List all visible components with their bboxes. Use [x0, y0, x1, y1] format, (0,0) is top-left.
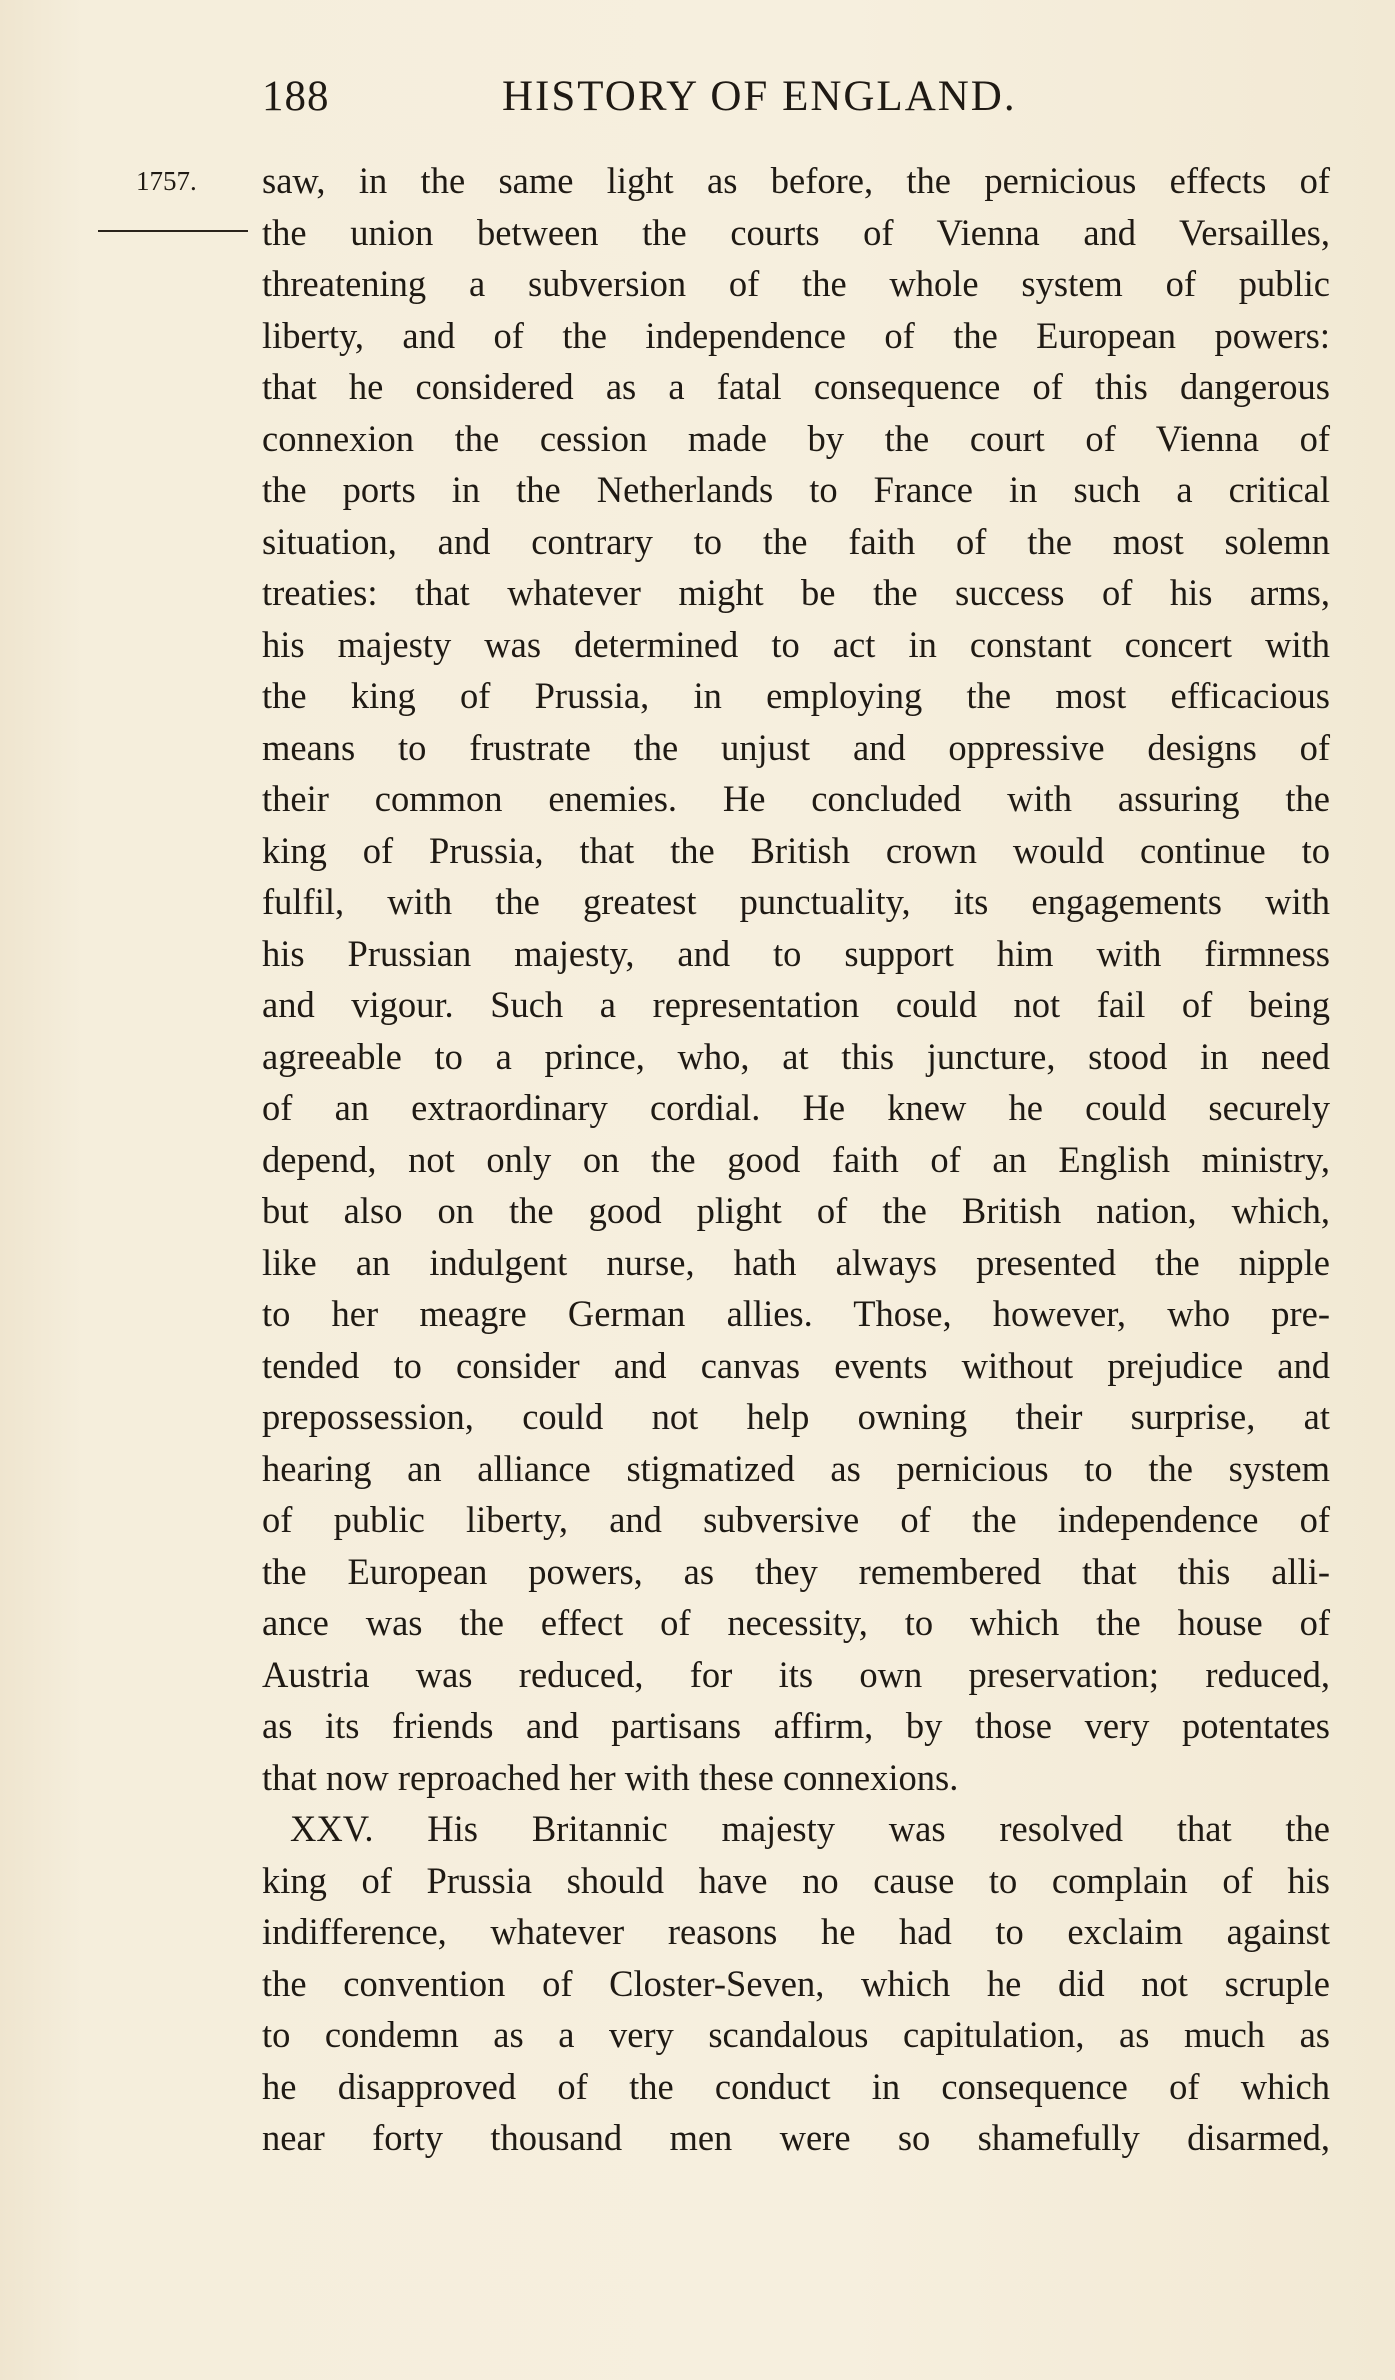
text-line: to her meagre German allies. Those, however, who pre- [262, 1293, 1330, 1334]
text-line: like an indulgent nurse, hath always presented the nipple [262, 1241, 1330, 1283]
text-line: situation, and contrary to the faith of the most solemn [262, 520, 1330, 562]
text-line: of public liberty, and subversive of the independence of [262, 1499, 1330, 1540]
text-line: ance was the effect of necessity, to which the house of [262, 1602, 1330, 1643]
running-head [262, 72, 1330, 132]
text-line: Austria was reduced, for its own preservation; reduced, [262, 1653, 1330, 1695]
text-line: hearing an alliance stigmatized as pernicious to the system [262, 1447, 1330, 1489]
text-line: the king of Prussia, in employing the most efficacious [262, 675, 1330, 716]
text-line: threatening a subversion of the whole system of public [262, 263, 1330, 304]
text-line: agreeable to a prince, who, at this juncture, stood in need [262, 1035, 1330, 1077]
text-line: of an extraordinary cordial. He knew he could securely [262, 1087, 1330, 1128]
text-line: king of Prussia, that the British crown would continue to [262, 829, 1330, 871]
text-line: connexion the cession made by the court of Vienna of [262, 417, 1330, 459]
text-line: the ports in the Netherlands to France in such a critical [262, 469, 1330, 510]
text-line: their common enemies. He concluded with assuring the [262, 778, 1330, 819]
paragraph-end-line: that now reproached her with these connexions. [262, 1756, 959, 1798]
text-line: the convention of Closter-Seven, which he did not scruple [262, 1962, 1330, 2004]
margin-rule [98, 230, 248, 232]
page-number: 188 [262, 73, 330, 120]
text-line: indifference, whatever reasons he had to exclaim against [262, 1911, 1330, 1952]
text-line: depend, not only on the good faith of an English ministry, [262, 1138, 1330, 1180]
margin-year-note: 1757. [136, 166, 197, 196]
text-line: liberty, and of the independence of the European powers: [262, 314, 1330, 356]
text-line: tended to consider and canvas events without prejudice and [262, 1344, 1330, 1386]
text-line: fulfil, with the greatest punctuality, its engagements with [262, 881, 1330, 922]
text-line: near forty thousand men were so shamefully disarmed, [262, 2117, 1330, 2158]
section-start-line: XXV. His Britannic majesty was resolved that the [290, 1808, 1330, 1849]
text-line: the European powers, as they remembered that this alli- [262, 1550, 1330, 1592]
body-text [262, 155, 1330, 2164]
text-line: his majesty was determined to act in constant concert with [262, 623, 1330, 665]
text-line: prepossession, could not help owning their surprise, at [262, 1396, 1330, 1437]
text-line: he disapproved of the conduct in consequence of which [262, 2065, 1330, 2107]
text-line: his Prussian majesty, and to support him with firmness [262, 932, 1330, 974]
text-line: treaties: that whatever might be the success of his arms, [262, 572, 1330, 613]
text-line: king of Prussia should have no cause to complain of his [262, 1859, 1330, 1901]
text-line: and vigour. Such a representation could not fail of being [262, 984, 1330, 1025]
text-line: as its friends and partisans affirm, by those very potentates [262, 1705, 1330, 1746]
text-line: saw, in the same light as before, the pernicious effects of [262, 160, 1330, 201]
text-line: means to frustrate the unjust and oppressive designs of [262, 726, 1330, 768]
text-line: that he considered as a fatal consequence of this dangerous [262, 366, 1330, 407]
page-title: HISTORY OF ENGLAND. [502, 73, 1017, 120]
text-line: the union between the courts of Vienna and Versailles, [262, 211, 1330, 253]
text-line: to condemn as a very scandalous capitulation, as much as [262, 2014, 1330, 2055]
text-line: but also on the good plight of the British nation, which, [262, 1190, 1330, 1231]
